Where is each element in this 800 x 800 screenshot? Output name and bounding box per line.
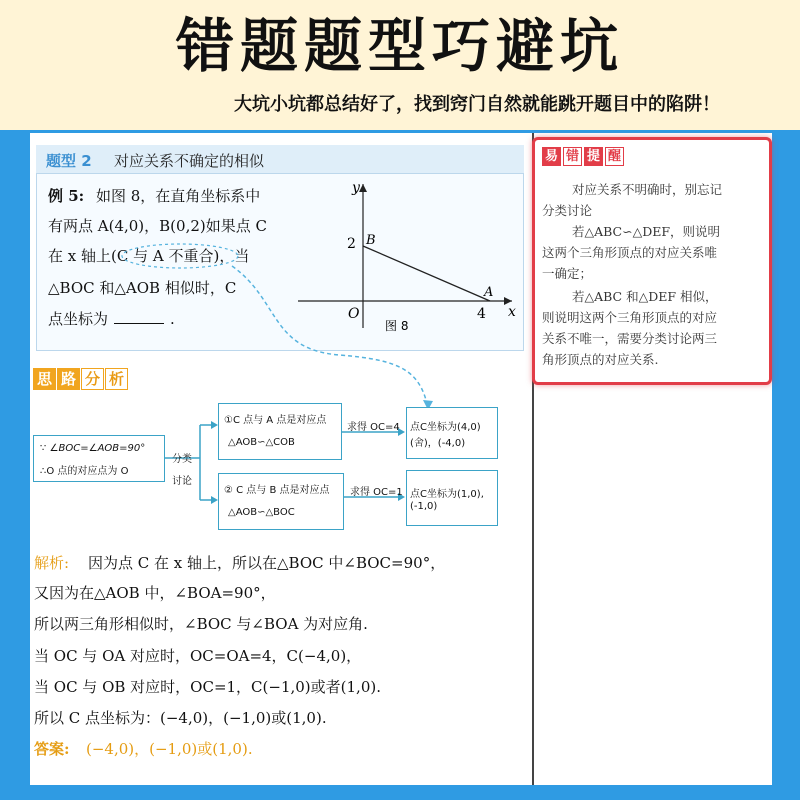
flow-result2-line-2: (-1,0) (410, 501, 438, 512)
page-subtitle: 大坑小坑都总结好了，找到窍门自然就能跳开题目中的陷阱！ (234, 94, 720, 115)
flow-result2-line-1: 点C坐标为(1,0), (410, 489, 484, 500)
flow-case1-arrow-label: 求得 OC=4 (347, 422, 400, 433)
y-axis-label: y (352, 180, 360, 196)
solution-label: 解析: (34, 554, 70, 572)
solution-line-5: 当 OC 与 OB 对应时，OC=1，C(−1,0)或者(1,0). (34, 678, 381, 696)
flow-case1-line-2: △AOB∽△COB (228, 437, 295, 448)
x-axis-label: x (508, 304, 516, 320)
solution-line-1: 因为点 C 在 x 轴上，所以在△BOC 中∠BOC=90°， (88, 554, 446, 572)
solution-line-2: 又因为在△AOB 中，∠BOA=90°， (34, 584, 276, 602)
flow-case2-line-2: △AOB∽△BOC (228, 507, 295, 518)
flow-case2-line-1: ② C 点与 B 点是对应点 (224, 485, 330, 496)
flow-split-line-1: 分类 (172, 454, 192, 465)
example-line-5-end: . (170, 310, 175, 328)
example-line-5-text: 点坐标为 (48, 310, 109, 328)
flow-split-line-2: 讨论 (172, 476, 192, 487)
solution-line-6: 所以 C 点坐标为：(−4,0)，(−1,0)或(1,0). (34, 709, 327, 727)
analysis-tag-char: 分 (81, 368, 104, 390)
point-b-label: B (366, 233, 376, 248)
tip-tag-char: 易 (542, 147, 561, 166)
answer-label: 答案: (34, 740, 70, 758)
flow-result1-box (406, 407, 498, 459)
example-line-4: △BOC 和△AOB 相似时，C (48, 279, 237, 297)
example-line-3: 在 x 轴上(C 与 A 不重合)，当 (48, 247, 250, 265)
example-label: 例 5: (48, 187, 85, 205)
flow-result1-line-2: (舍)，(-4,0) (410, 438, 466, 449)
tip-line-3: 若△ABC∽△DEF，则说明 (572, 224, 721, 239)
answer-text: (−4,0)，(−1,0)或(1,0). (86, 740, 253, 758)
tip-tag-char: 醒 (605, 147, 624, 166)
flow-result1-line-1: 点C坐标为(4,0) (410, 422, 481, 433)
flow-case2-arrow-label: 求得 OC=1 (350, 487, 403, 498)
flow-case1-line-1: ①C 点与 A 点是对应点 (224, 415, 327, 426)
tip-line-6: 若△ABC 和△DEF 相似， (572, 289, 718, 304)
page-title: 错题题型巧避坑 (175, 12, 624, 80)
tip-box (532, 137, 772, 385)
example-line-1: 如图 8，在直角坐标系中 (96, 187, 261, 205)
tip-line-2: 分类讨论 (542, 203, 593, 218)
tip-tag (542, 147, 626, 166)
solution-line-4: 当 OC 与 OA 对应时，OC=OA=4，C(−4,0)， (34, 647, 362, 665)
dashed-link (232, 266, 428, 408)
solution-line-3: 所以两三角形相似时，∠BOC 与∠BOA 为对应角. (34, 615, 368, 633)
tip-line-7: 则说明这两个三角形顶点的对应 (542, 310, 718, 325)
tip-line-5: 一确定； (542, 266, 593, 281)
analysis-tag-char: 析 (105, 368, 128, 390)
analysis-tag-char: 思 (33, 368, 56, 390)
flow-start-line-1: ∵ ∠BOC=∠AOB=90° (40, 443, 146, 454)
tip-line-1: 对应关系不明确时，别忘记 (572, 182, 723, 197)
figure-caption: 图 8 (385, 319, 409, 333)
tip-tag-char: 提 (584, 147, 603, 166)
tip-tag-char: 错 (563, 147, 582, 166)
example-line-2: 有两点 A(4,0)，B(0,2)如果点 C (48, 217, 267, 235)
origin-label: O (348, 306, 360, 322)
point-a-label: A (484, 285, 494, 300)
tip-line-4: 这两个三角形顶点的对应关系唯 (542, 245, 718, 260)
y-tick-label: 2 (347, 236, 356, 252)
analysis-tag-char: 路 (57, 368, 80, 390)
highlight-ellipse (122, 244, 238, 268)
tip-line-8: 关系不唯一，需要分类讨论两三 (542, 331, 718, 346)
x-tick-label: 4 (477, 306, 486, 322)
problem-type-title: 对应关系不确定的相似 (114, 152, 265, 170)
tip-line-9: 角形顶点的对应关系. (542, 352, 659, 367)
problem-type-number: 题型 2 (46, 152, 92, 170)
flow-start-line-2: ∴O 点的对应点为 O (40, 466, 129, 477)
